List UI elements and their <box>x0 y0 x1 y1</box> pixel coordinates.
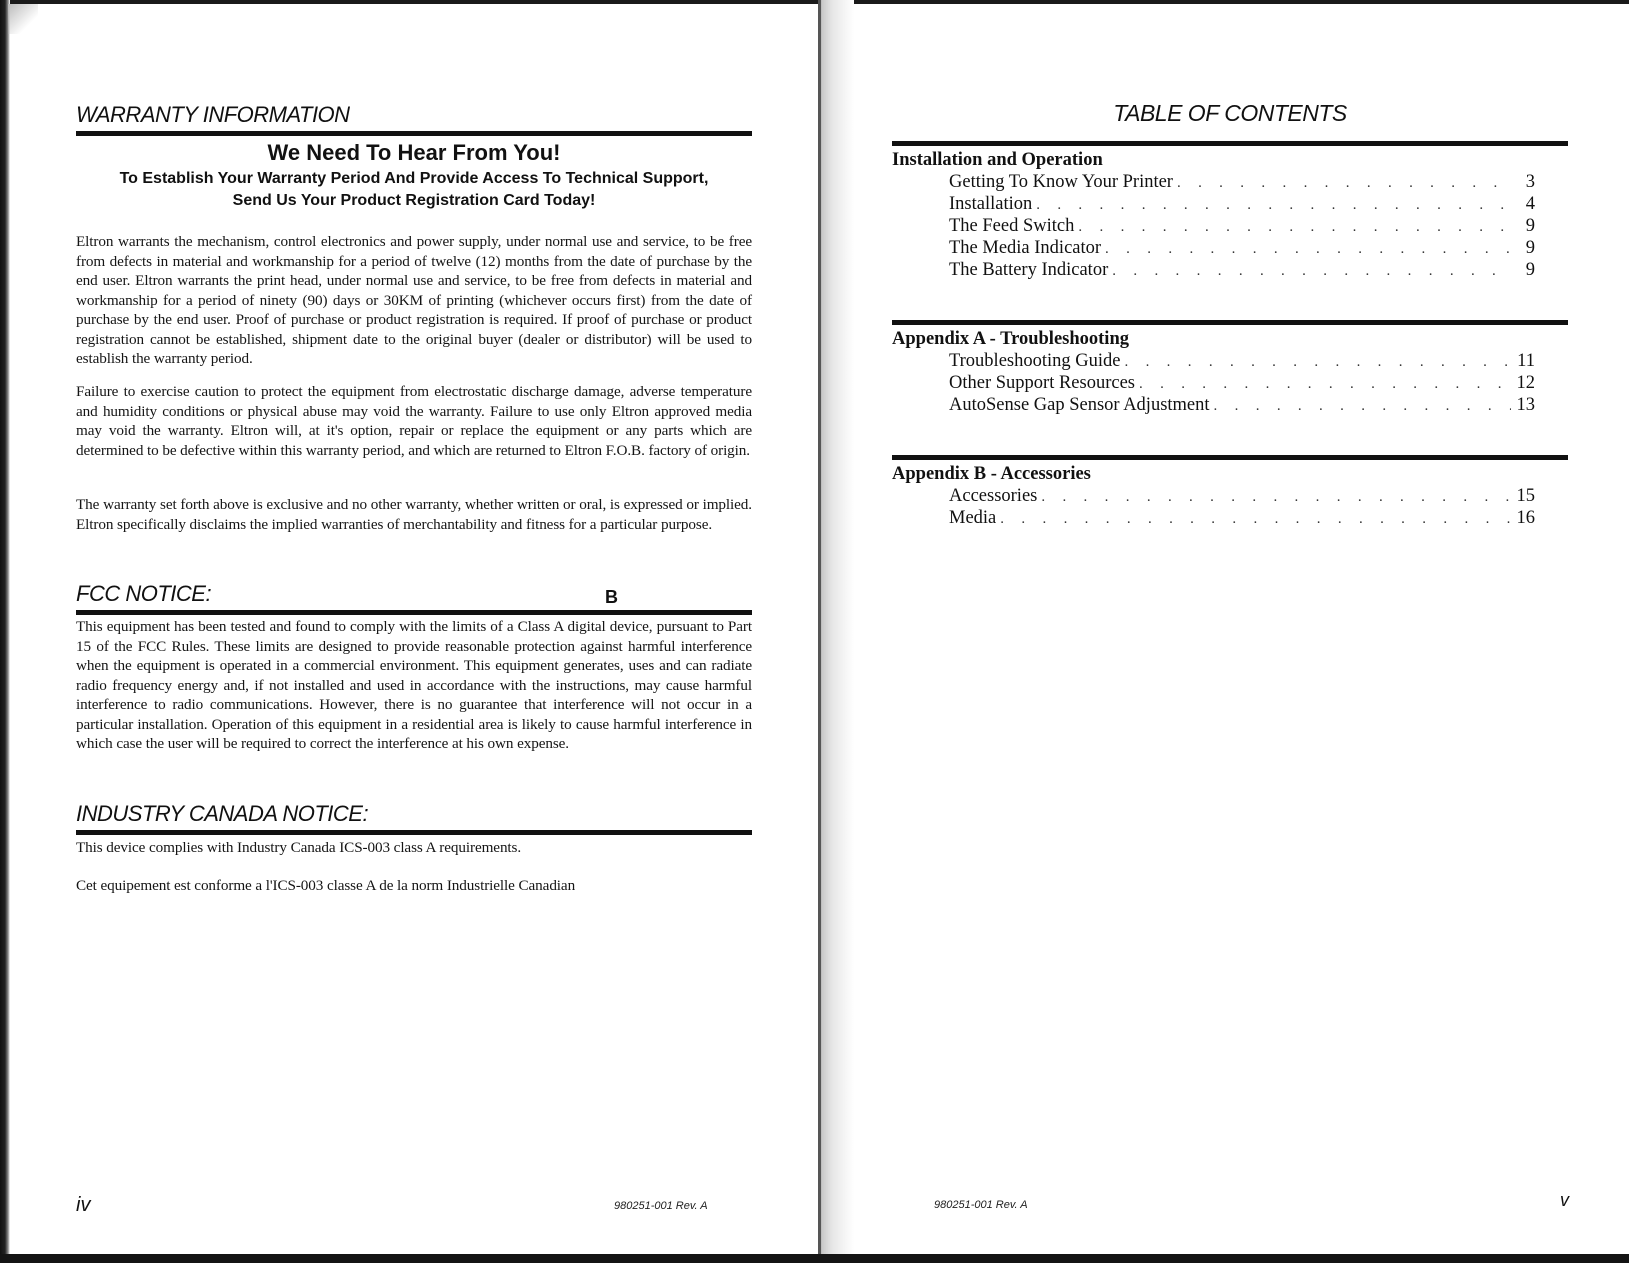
toc-entry[interactable] <box>949 172 1535 194</box>
toc-entry-page: 11 <box>1517 351 1535 371</box>
fcc-section-header <box>76 581 752 615</box>
page-corner-shadow <box>8 4 38 34</box>
left-page <box>76 0 752 1254</box>
toc-entry-label: Troubleshooting Guide <box>949 351 1121 371</box>
toc-leader-dots <box>1112 263 1511 280</box>
warranty-heading: WARRANTY INFORMATION <box>76 102 350 127</box>
toc-section-heading: Installation and Operation <box>892 150 1103 170</box>
toc-leader-dots <box>1177 175 1511 192</box>
warranty-paragraph: Eltron warrants the mechanism, control electronics and power supply, under normal use and service, to be free from defects in material and workmanship for a period of twelve (12) months from the date of purchase by the end user. Eltron warrants the print head, under normal use and service, to be free from defects in material and workmanship for a period of ninety (90) days or 30KM of printing (whichever occurs first) from the date of purchase by the end user. Proof of purchase or product registration is required. If proof of purchase or product registration cannot be established, shipment date to the original buyer (dealer or distributor) will be used to establish the warranty period. <box>76 233 752 367</box>
industry-canada-english: This device complies with Industry Canada ICS-003 class A requirements. <box>76 839 522 856</box>
toc-entry-page: 13 <box>1516 395 1535 415</box>
toc-entry-label: The Media Indicator <box>949 238 1102 258</box>
warranty-callout-subtitle-line1: To Establish Your Warranty Period And Provide Access To Technical Support, <box>119 170 709 187</box>
warranty-section-header <box>76 102 752 136</box>
right-page <box>892 0 1568 1254</box>
toc-entry-page: 9 <box>1525 260 1535 280</box>
toc-entry[interactable] <box>949 373 1535 395</box>
toc-section <box>892 320 1568 417</box>
toc-title: TABLE OF CONTENTS <box>1113 100 1347 126</box>
scan-edge-left <box>0 0 10 1263</box>
toc-section-rule <box>892 320 1568 325</box>
toc-entry-label: Installation <box>949 194 1033 214</box>
document-number-left: 980251-001 Rev. A <box>614 1200 708 1212</box>
toc-leader-dots <box>1105 241 1511 258</box>
toc-entry-label: Accessories <box>949 486 1038 506</box>
toc-entry-label: The Battery Indicator <box>949 260 1109 280</box>
page-number-left: iv <box>76 1194 91 1216</box>
toc-entry[interactable] <box>949 260 1535 282</box>
warranty-rule <box>76 131 752 136</box>
toc-entry-page: 9 <box>1525 238 1535 258</box>
toc-section-rule <box>892 455 1568 460</box>
toc-section-heading: Appendix B - Accessories <box>892 464 1091 484</box>
toc-leader-dots <box>1041 489 1511 506</box>
toc-leader-dots <box>1036 197 1511 214</box>
toc-entry-page: 12 <box>1516 373 1535 393</box>
toc-entry-page: 3 <box>1525 172 1535 192</box>
handwritten-class-mark: B <box>605 587 618 607</box>
industry-canada-rule <box>76 830 752 835</box>
toc-entry-label: Other Support Resources <box>949 373 1135 393</box>
toc-leader-dots <box>1124 354 1511 371</box>
fcc-heading-text: FCC NOTICE: <box>76 581 212 606</box>
scan-edge-bottom <box>0 1254 1629 1263</box>
warranty-callout-title: We Need To Hear From You! <box>267 140 561 165</box>
book-gutter <box>818 0 854 1254</box>
toc-entry-label: The Feed Switch <box>949 216 1075 236</box>
toc-section <box>892 141 1568 282</box>
toc-entry[interactable] <box>949 395 1535 417</box>
toc-section-rule <box>892 141 1568 146</box>
toc-entry[interactable] <box>949 351 1535 373</box>
toc-leader-dots <box>1214 398 1511 415</box>
toc-entry[interactable] <box>949 194 1535 216</box>
industry-canada-french: Cet equipement est conforme a l'ICS-003 classe A de la norm Industrielle Canadian <box>76 877 576 894</box>
toc-section <box>892 455 1568 530</box>
warranty-callout-subtitle <box>76 168 752 212</box>
toc-leader-dots <box>1078 219 1511 236</box>
industry-canada-section-header <box>76 801 752 835</box>
toc-entry-label: Getting To Know Your Printer <box>949 172 1173 192</box>
gutter-fold-line <box>818 0 821 1254</box>
fcc-heading <box>76 581 752 610</box>
toc-leader-dots <box>1000 511 1511 528</box>
fcc-paragraph: This equipment has been tested and found to comply with the limits of a Class A digital device, pursuant to Part 15 of the FCC Rules. These limits are designed to provide reasonable protection against harmful interference when the equipment is operated in a commercial environment. This equipment generates, uses and can radiate radio frequency energy and, if not installed and used in accordance with the instructions, may cause harmful interference to radio communications. However, there is no guarantee that interference will not occur in a particular installation. Operation of this equipment in a residential area is likely to cause harmful interference in which case the user will be required to correct the interference at his own expense. <box>76 618 752 752</box>
toc-entry[interactable] <box>949 486 1535 508</box>
toc-entry-label: Media <box>949 508 997 528</box>
warranty-paragraph: The warranty set forth above is exclusive and no other warranty, whether written or oral, is expressed or implied. Eltron specifically disclaims the implied warranties of merchantability and fitness for a particular purpose. <box>76 496 752 533</box>
warranty-callout-subtitle-line2: Send Us Your Product Registration Card Today! <box>232 192 596 209</box>
toc-leader-dots <box>1139 376 1511 393</box>
toc-entry-label: AutoSense Gap Sensor Adjustment <box>949 395 1210 415</box>
document-number-right: 980251-001 Rev. A <box>934 1199 1028 1211</box>
toc-entry-page: 16 <box>1516 508 1535 528</box>
warranty-paragraph: Failure to exercise caution to protect the equipment from electrostatic discharge damage, adverse temperature and humidity conditions or physical abuse may void the warranty. Failure to use only Eltron approved media may void the warranty. Eltron will, at it's option, repair or replace the equipment or any parts which are determined to be defective within this warranty period, and which are returned to Eltron F.O.B. factory of origin. <box>76 383 752 459</box>
page-number-right: v <box>1560 1190 1569 1210</box>
toc-entry[interactable] <box>949 238 1535 260</box>
toc-entry-page: 15 <box>1516 486 1535 506</box>
industry-canada-heading: INDUSTRY CANADA NOTICE: <box>76 801 369 826</box>
toc-section-heading: Appendix A - Troubleshooting <box>892 329 1129 349</box>
toc-entry-page: 9 <box>1525 216 1535 236</box>
toc-entry[interactable] <box>949 216 1535 238</box>
toc-entry-page: 4 <box>1525 194 1535 214</box>
toc-entry[interactable] <box>949 508 1535 530</box>
fcc-rule <box>76 610 752 615</box>
